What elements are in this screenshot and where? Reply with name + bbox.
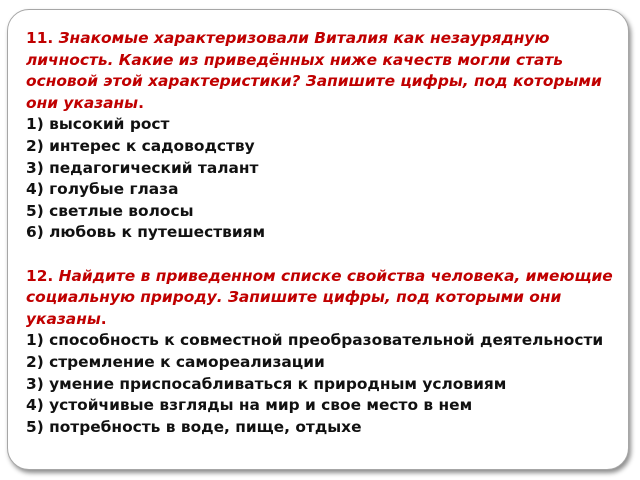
- question-12: [26, 266, 616, 331]
- question-12-text: Найдите в приведенном списке свойства человека, имеющие социальную природу. Запишите цифры, под которыми они указаны: [26, 266, 613, 328]
- question-12-option-1: 1) способность к совместной преобразовательной деятельности: [26, 331, 604, 350]
- question-11-option-4: 4) голубые глаза: [26, 180, 179, 199]
- question-12-option-2: 2) стремление к самореализации: [26, 352, 325, 371]
- question-gap: [26, 244, 616, 266]
- question-11-option-5: 5) светлые волосы: [26, 201, 194, 220]
- question-12-number: 12.: [26, 266, 54, 285]
- question-11-option-1: 1) высокий рост: [26, 115, 170, 134]
- question-12-end: .: [100, 309, 107, 328]
- question-12-option-3: 3) умение приспосабливаться к природным условиям: [26, 374, 507, 393]
- question-11-option-3: 3) педагогический талант: [26, 158, 259, 177]
- question-11-text: Знакомые характеризовали Виталия как незаурядную личность. Какие из приведённых ниже качеств могли стать основой этой характеристики? Запишите цифры, под которыми они указаны: [26, 29, 602, 112]
- question-11-option-6: 6) любовь к путешествиям: [26, 223, 266, 242]
- question-12-option-5: 5) потребность в воде, пище, отдыхе: [26, 417, 362, 436]
- content: [26, 28, 616, 438]
- question-12-option-4: 4) устойчивые взгляды на мир и свое место в нем: [26, 396, 473, 415]
- question-11-option-2: 2) интерес к садоводству: [26, 136, 255, 155]
- question-11-number: 11.: [26, 29, 54, 47]
- question-11: [26, 28, 616, 114]
- question-11-end: .: [138, 93, 144, 112]
